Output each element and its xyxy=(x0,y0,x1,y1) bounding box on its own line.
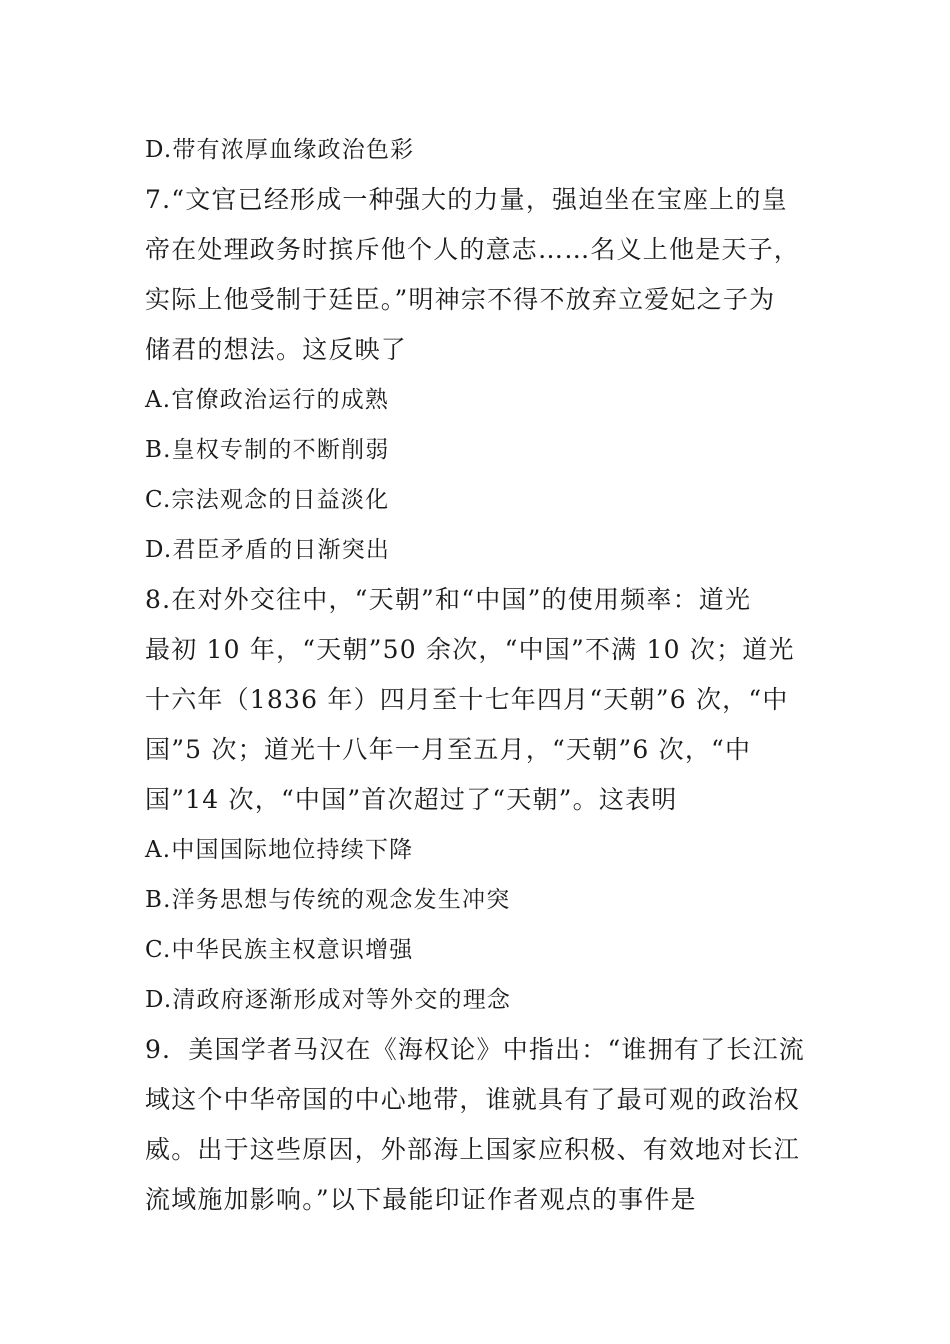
exam-page xyxy=(145,125,810,1225)
q9-stem-line: 9．美国学者马汉在《海权论》中指出：“谁拥有了长江流 xyxy=(145,1035,805,1064)
question-9 xyxy=(145,1025,810,1225)
q7-stem-line: 7.“文官已经形成一种强大的力量，强迫坐在宝座上的皇 xyxy=(145,185,788,214)
q8-option-d: D.清政府逐渐形成对等外交的理念 xyxy=(145,987,512,1013)
q8-stem-line: 国”14 次，“中国”首次超过了“天朝”。这表明 xyxy=(145,785,678,814)
q7-stem-line: 实际上他受制于廷臣。”明神宗不得不放弃立爱妃之子为 xyxy=(145,285,776,314)
q7-option-d: D.君臣矛盾的日渐突出 xyxy=(145,537,391,563)
q8-option-b: B.洋务思想与传统的观念发生冲突 xyxy=(145,887,511,913)
q8-stem-line: 8.在对外交往中，“天朝”和“中国”的使用频率：道光 xyxy=(145,585,752,614)
q7-option-a: A.官僚政治运行的成熟 xyxy=(145,387,390,413)
q8-option-c: C.中华民族主权意识增强 xyxy=(145,937,414,963)
q7-option-c: C.宗法观念的日益淡化 xyxy=(145,487,390,513)
q8-option-a: A.中国国际地位持续下降 xyxy=(145,837,414,863)
q7-stem-line: 储君的想法。这反映了 xyxy=(145,335,408,364)
q9-stem-line: 域这个中华帝国的中心地带，谁就具有了最可观的政治权 xyxy=(145,1085,801,1114)
q9-stem-line: 流域施加影响。”以下最能印证作者观点的事件是 xyxy=(145,1185,697,1214)
q9-stem-line: 威。出于这些原因，外部海上国家应积极、有效地对长江 xyxy=(145,1135,801,1164)
question-8 xyxy=(145,575,810,1025)
q8-stem-line: 国”5 次；道光十八年一月至五月，“天朝”6 次，“中 xyxy=(145,735,752,764)
q8-stem-line: 最初 10 年，“天朝”50 余次，“中国”不满 10 次；道光 xyxy=(145,635,795,664)
q7-stem-line: 帝在处理政务时摈斥他个人的意志……名义上他是天子， xyxy=(145,235,801,264)
q8-stem-line: 十六年（1836 年）四月至十七年四月“天朝”6 次，“中 xyxy=(145,685,789,714)
q6-option-d: D.带有浓厚血缘政治色彩 xyxy=(145,137,415,163)
q7-option-b: B.皇权专制的不断削弱 xyxy=(145,437,390,463)
question-7 xyxy=(145,175,810,575)
